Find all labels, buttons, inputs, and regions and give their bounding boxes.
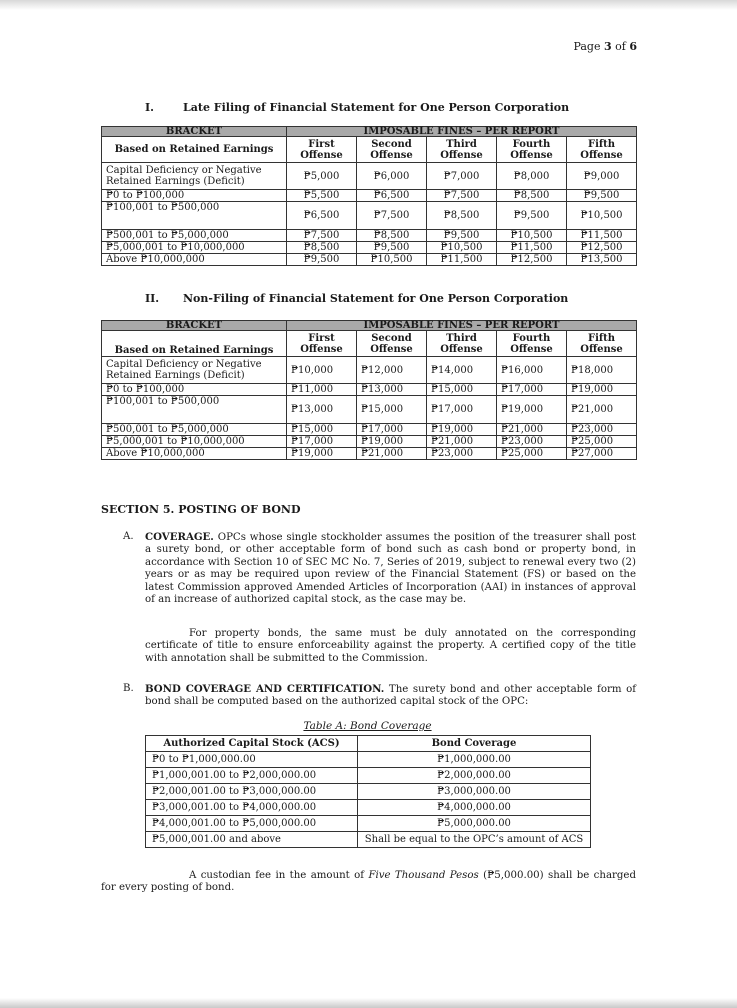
table-cell: ₱7,500 [287,230,357,242]
table-cell: ₱4,000,000.00 [358,800,591,816]
custodian-fee-paragraph: A custodian fee in the amount of Five Thousand Pesos (₱5,000.00) shall be charged for every posting of bond. [101,870,636,894]
table-cell: ₱3,000,001.00 to ₱4,000,000.00 [146,800,358,816]
table-cell: ₱7,500 [357,202,427,230]
offense-header: First Offense [287,137,357,163]
table-cell: ₱7,500 [427,190,497,202]
bond-coverage-paragraph: B. BOND COVERAGE AND CERTIFICATION. The surety bond and other acceptable form of bond shall be computed based on the authorized capital stock of the OPC: [123,683,636,708]
table-cell: ₱11,500 [427,254,497,266]
table-cell: ₱23,000 [567,424,637,436]
imposable-header: IMPOSABLE FINES – PER REPORT [287,321,637,331]
table-cell: ₱15,000 [427,384,497,396]
table-cell: ₱0 to ₱100,000 [102,384,287,396]
table-cell: ₱11,500 [497,242,567,254]
table-cell: ₱13,000 [287,396,357,424]
table-cell: ₱17,000 [357,424,427,436]
table-cell: ₱100,001 to ₱500,000 [102,202,287,230]
table-cell: ₱10,500 [357,254,427,266]
acs-header: Authorized Capital Stock (ACS) [146,736,358,752]
table-cell: ₱8,000 [497,163,567,190]
table-cell: ₱3,000,000.00 [358,784,591,800]
table-cell: ₱8,500 [357,230,427,242]
table-row [146,832,591,848]
table-row [146,752,591,768]
table-cell: ₱19,000 [287,448,357,460]
table-cell: ₱13,500 [567,254,637,266]
table-cell: ₱8,500 [497,190,567,202]
table-cell: ₱10,000 [287,357,357,384]
section-i-heading: I. Late Filing of Financial Statement for One Person Corporation [145,101,570,114]
table-cell: ₱25,000 [567,436,637,448]
table-cell: ₱12,500 [567,242,637,254]
table-cell: ₱16,000 [497,357,567,384]
table-cell: ₱11,500 [567,230,637,242]
table-cell: ₱1,000,001.00 to ₱2,000,000.00 [146,768,358,784]
table-row [102,424,637,436]
table-cell: ₱5,000 [287,163,357,190]
section-5-heading: SECTION 5. POSTING OF BOND [101,503,301,516]
table-cell: ₱17,000 [497,384,567,396]
table-cell: ₱19,000 [497,396,567,424]
table-cell: ₱10,500 [427,242,497,254]
table-row [102,254,637,266]
table-cell: ₱500,001 to ₱5,000,000 [102,424,287,436]
offense-header: Fifth Offense [567,331,637,357]
table-cell: ₱13,000 [357,384,427,396]
table-cell: ₱9,000 [567,163,637,190]
coverage-paragraph: A. COVERAGE. OPCs whose single stockholder assumes the position of the treasurer shall post a surety bond, or other acceptable form of bond such as cash bond or property bond, in accordance with Section 10 of SEC MC No. 7, Series of 2019, subject to renewal every two (2) years or as may be required upon review of the Financial Statement (FS) or based on the latest Commission approved Amended Articles of Incorporation (AAI) in instances of approval of an increase of authorized capital stock, as the case may be. [123,531,636,606]
table-cell: ₱21,000 [567,396,637,424]
table-row [102,436,637,448]
table-cell: ₱9,500 [287,254,357,266]
table-cell: ₱19,000 [567,384,637,396]
bond-coverage-header: Bond Coverage [358,736,591,752]
table-cell: ₱21,000 [497,424,567,436]
table-cell: ₱6,500 [287,202,357,230]
table-cell: ₱5,000,001 to ₱10,000,000 [102,242,287,254]
basis-header: Based on Retained Earnings [102,137,287,163]
table-cell: ₱15,000 [357,396,427,424]
table-cell: Shall be equal to the OPC’s amount of ACS [358,832,591,848]
bond-coverage-table [145,735,591,848]
table-cell: ₱17,000 [287,436,357,448]
table-cell: ₱21,000 [357,448,427,460]
table-cell: ₱9,500 [567,190,637,202]
table-cell: ₱4,000,001.00 to ₱5,000,000.00 [146,816,358,832]
section-ii-heading: II. Non-Filing of Financial Statement for One Person Corporation [145,292,569,305]
table-cell: ₱17,000 [427,396,497,424]
offense-header: Fifth Offense [567,137,637,163]
table-cell: ₱19,000 [427,424,497,436]
table-cell: ₱7,000 [427,163,497,190]
table-cell: ₱6,500 [357,190,427,202]
table-cell: ₱21,000 [427,436,497,448]
offense-header: Second Offense [357,137,427,163]
table-cell: ₱100,001 to ₱500,000 [102,396,287,424]
table-cell: ₱6,000 [357,163,427,190]
property-bond-paragraph: For property bonds, the same must be duly annotated on the corresponding certificate of title to ensure enforceability against the property. A certified copy of the title with annotation shall be submitted to the Commission. [145,628,636,664]
table-row [146,768,591,784]
table-cell: ₱8,500 [427,202,497,230]
table-cell: ₱25,000 [497,448,567,460]
table-row [146,816,591,832]
scan-bottom-edge [0,998,737,1008]
table-cell: ₱9,500 [497,202,567,230]
table-cell: ₱27,000 [567,448,637,460]
table-cell: ₱5,500 [287,190,357,202]
table-row [102,384,637,396]
table-cell: ₱12,500 [497,254,567,266]
table-cell: ₱5,000,000.00 [358,816,591,832]
bracket-header: BRACKET [102,127,287,137]
table-cell: ₱0 to ₱1,000,000.00 [146,752,358,768]
table-cell: ₱12,000 [357,357,427,384]
scan-top-edge [0,0,737,10]
bracket-header: BRACKET [102,321,287,331]
table-cell: ₱14,000 [427,357,497,384]
table-row [102,202,637,230]
table-cell: ₱2,000,001.00 to ₱3,000,000.00 [146,784,358,800]
table-row [102,242,637,254]
table-cell: Capital Deficiency or Negative Retained Earnings (Deficit) [102,163,287,190]
table-cell: ₱10,500 [497,230,567,242]
non-filing-table [101,320,637,460]
table-a-caption: Table A: Bond Coverage [303,720,432,732]
table-cell: ₱9,500 [427,230,497,242]
table-cell: ₱18,000 [567,357,637,384]
table-cell: Above ₱10,000,000 [102,254,287,266]
table-cell: ₱10,500 [567,202,637,230]
table-row [146,800,591,816]
table-cell: ₱2,000,000.00 [358,768,591,784]
table-cell: ₱5,000,001 to ₱10,000,000 [102,436,287,448]
table-cell: ₱15,000 [287,424,357,436]
page-number: Page 3 of 6 [573,40,637,53]
table-cell: ₱19,000 [357,436,427,448]
offense-header: Third Offense [427,137,497,163]
table-cell: ₱1,000,000.00 [358,752,591,768]
table-row [102,448,637,460]
table-cell: ₱9,500 [357,242,427,254]
table-row [102,163,637,190]
table-cell: ₱11,000 [287,384,357,396]
offense-header: First Offense [287,331,357,357]
table-row [102,230,637,242]
offense-header: Second Offense [357,331,427,357]
basis-header: Based on Retained Earnings [102,331,287,357]
table-row [146,784,591,800]
table-cell: ₱8,500 [287,242,357,254]
table-cell: ₱5,000,001.00 and above [146,832,358,848]
offense-header: Third Offense [427,331,497,357]
table-row [102,357,637,384]
table-cell: Above ₱10,000,000 [102,448,287,460]
offense-header: Fourth Offense [497,331,567,357]
table-cell: ₱0 to ₱100,000 [102,190,287,202]
table-cell: ₱23,000 [427,448,497,460]
imposable-header: IMPOSABLE FINES – PER REPORT [287,127,637,137]
table-cell: Capital Deficiency or Negative Retained Earnings (Deficit) [102,357,287,384]
offense-header: Fourth Offense [497,137,567,163]
table-cell: ₱500,001 to ₱5,000,000 [102,230,287,242]
late-filing-table [101,126,637,266]
table-cell: ₱23,000 [497,436,567,448]
table-row [102,190,637,202]
table-row [102,396,637,424]
